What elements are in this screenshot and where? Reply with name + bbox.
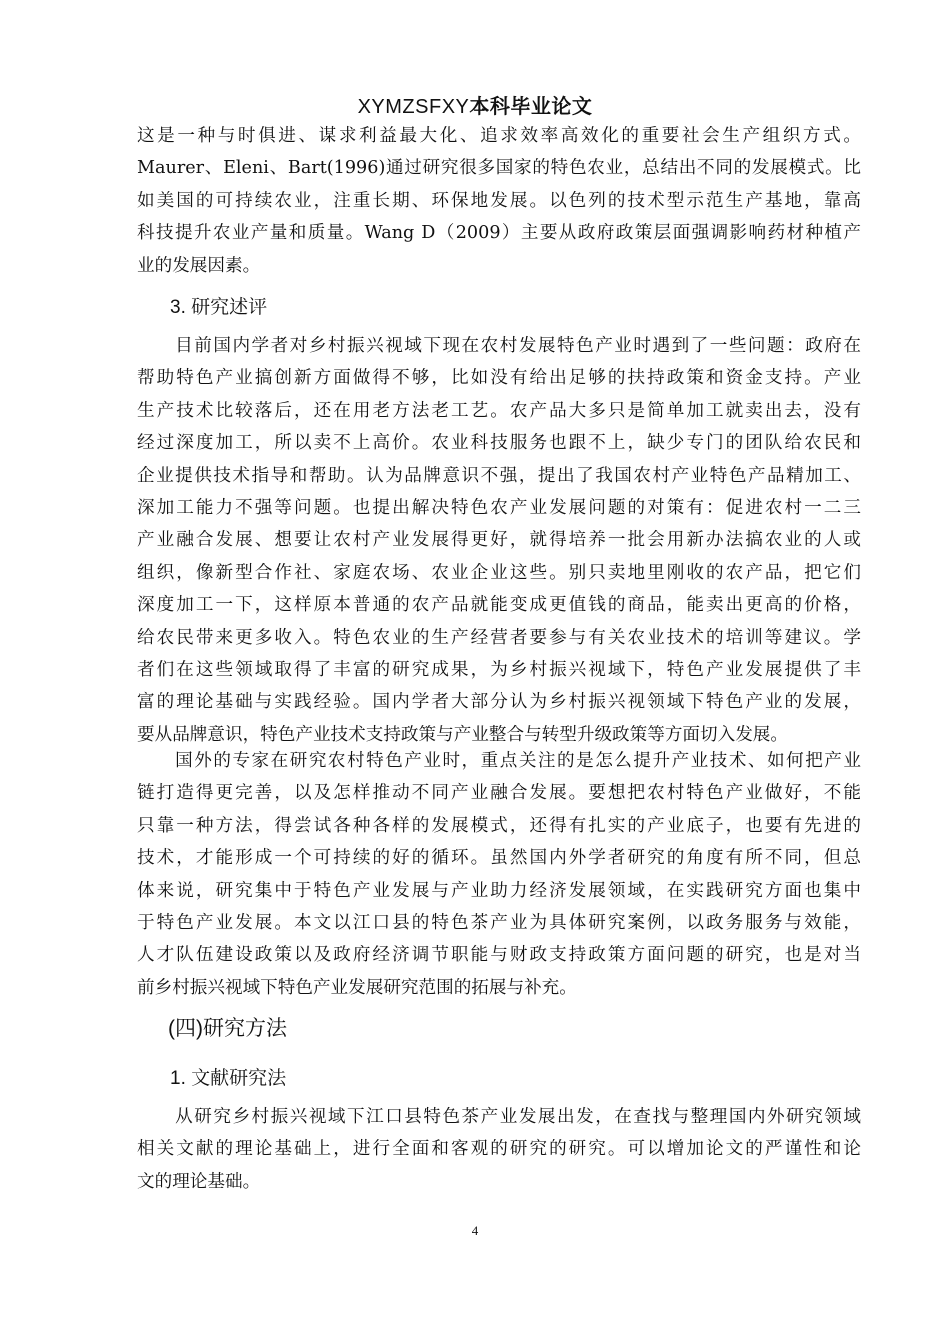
text-line: 人才队伍建设政策以及政府经济调节职能与财政支持政策方面问题的研究，也是对当 [137, 945, 861, 966]
text-line: 产业融合发展、想要让农村产业发展得更好，就得培养一批会用新办法搞农业的人或 [137, 530, 861, 551]
page-number: 4 [471, 1223, 479, 1238]
text-line: 经过深度加工，所以卖不上高价。农业科技服务也跟不上，缺少专门的团队给农民和 [137, 433, 861, 454]
text-line: 给农民带来更多收入。特色农业的生产经营者要参与有关农业技术的培训等建议。学 [137, 627, 861, 648]
page-header [0, 92, 950, 122]
paragraph-intro-continuation [137, 120, 861, 282]
text-line: 体来说，研究集中于特色产业发展与产业助力经济发展领域，在实践研究方面也集中 [137, 880, 861, 901]
text-line: 富的理论基础与实践经验。国内学者大部分认为乡村振兴视领域下特色产业的发展， [137, 692, 861, 713]
text-line: 目前国内学者对乡村振兴视域下现在农村发展特色产业时遇到了一些问题：政府在 [137, 336, 861, 356]
text-line: 帮助特色产业搞创新方面做得不够，比如没有给出足够的扶持政策和资金支持。产业 [137, 368, 861, 389]
paragraph-domestic-review [137, 330, 861, 751]
text-line: 深度加工一下，这样原本普通的农产品就能变成更值钱的商品，能卖出更高的价格， [137, 595, 861, 616]
text-line: 者们在这些领域取得了丰富的研究成果，为乡村振兴视域下，特色产业发展提供了丰 [137, 659, 861, 680]
text-line: 科技提升农业产量和质量。Wang D（2009）主要从政府政策层面强调影响药材种植产 [137, 223, 861, 244]
heading-literature-method: 1. 文献研究法 [170, 1068, 287, 1089]
header-code: XYMZSFXY [357, 96, 470, 118]
text-line: 国外的专家在研究农村特色产业时，重点关注的是怎么提升产业技术、如何把产业 [137, 751, 861, 771]
text-line: 只靠一种方法，得尝试各种各样的发展模式，还得有扎实的产业底子，也要有先进的 [137, 815, 861, 836]
text-line: 这是一种与时俱进、谋求利益最大化、追求效率高效化的重要社会生产组织方式。 [137, 126, 861, 146]
text-line: 文的理论基础。 [137, 1171, 261, 1192]
text-line: 组织，像新型合作社、家庭农场、农业企业这些。别只卖地里刚收的农产品，把它们 [137, 562, 861, 583]
text-line: 如美国的可持续农业，注重长期、环保地发展。以色列的技术型示范生产基地，靠高 [137, 190, 861, 211]
text-line: 要从品牌意识，特色产业技术支持政策与产业整合与转型升级政策等方面切入发展。 [137, 724, 788, 745]
heading-research-review: 3. 研究述评 [170, 297, 268, 318]
text-line: 企业提供技术指导和帮助。认为品牌意识不强，提出了我国农村产业特色产品精加工、 [137, 465, 861, 486]
text-line: 业的发展因素。 [137, 255, 261, 276]
text-line: 于特色产业发展。本文以江口县的特色茶产业为具体研究案例，以政务服务与效能， [137, 912, 861, 933]
text-line: 前乡村振兴视域下特色产业发展研究范围的拓展与补充。 [137, 977, 577, 998]
paragraph-foreign-review [137, 745, 861, 1004]
text-line: 链打造得更完善，以及怎样推动不同产业融合发展。要想把农村特色产业做好，不能 [137, 783, 861, 804]
text-line: 深加工能力不强等问题。也提出解决特色农产业发展问题的对策有：促进农村一二三 [137, 497, 861, 518]
header-title: 本科毕业论文 [469, 96, 593, 118]
paragraph-literature-method [137, 1101, 861, 1198]
text-line: 技术，才能形成一个可持续的好的循环。虽然国内外学者研究的角度有所不同，但总 [137, 848, 861, 869]
text-line: 生产技术比较落后，还在用老方法老工艺。农产品大多只是简单加工就卖出去，没有 [137, 400, 861, 421]
text-line: 从研究乡村振兴视域下江口县特色茶产业发展出发，在查找与整理国内外研究领域 [137, 1107, 861, 1127]
heading-research-methods: (四)研究方法 [168, 1017, 287, 1040]
text-line: Maurer、Eleni、Bart(1996)通过研究很多国家的特色农业，总结出不同的发展模式。比 [137, 158, 861, 179]
text-line: 相关文献的理论基础上，进行全面和客观的研究的研究。可以增加论文的严谨性和论 [137, 1139, 861, 1160]
